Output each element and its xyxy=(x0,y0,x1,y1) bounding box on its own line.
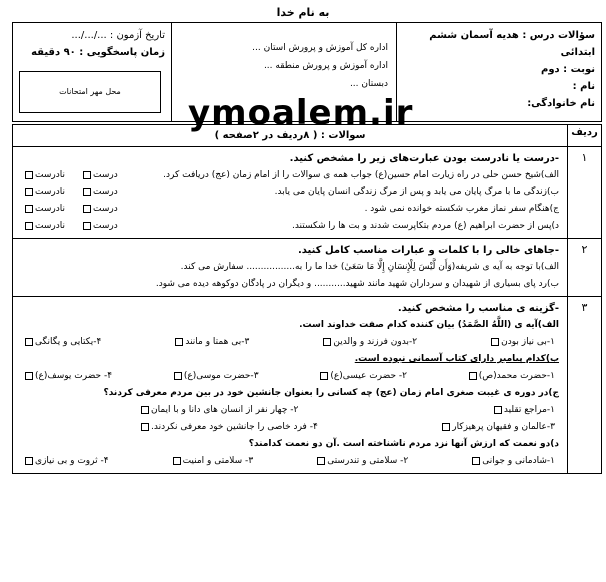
questions-header: سوالات : ( ۸ردیف در ۲صفحه ) xyxy=(214,130,366,141)
mc-option[interactable]: ۳- سلامتی و امنیت xyxy=(173,453,254,470)
checkbox-icon xyxy=(472,457,480,465)
mc-options xyxy=(21,453,559,470)
false-option[interactable]: نادرست xyxy=(25,184,65,201)
school-label: دبستان ... xyxy=(349,79,388,89)
checkbox-icon xyxy=(83,222,91,230)
radif-header: ردیف xyxy=(567,125,601,146)
exam-date: تاریخ آزمون : .../.../... xyxy=(71,30,165,41)
checkbox-icon xyxy=(83,171,91,179)
mc-option[interactable]: ۱-حضرت محمد(ص) xyxy=(469,368,555,385)
checkbox-icon xyxy=(83,188,91,196)
question-title: -درست یا نادرست بودن عبارت‌های زیر را مشخص کنید. xyxy=(289,153,559,164)
checkbox-icon xyxy=(141,406,149,414)
false-option[interactable]: نادرست xyxy=(25,201,65,218)
tf-item xyxy=(21,167,559,184)
checkbox-icon xyxy=(442,423,450,431)
checkbox-icon xyxy=(317,457,325,465)
turn-label: نوبت : دوم xyxy=(540,64,595,75)
tf-statement: الف)شیخ حسن حلی در راه زیارت امام حسین(ع) جواب همه ی سوالات را از امام زمان (عج) دریافت کرد. xyxy=(163,170,559,180)
mc-option[interactable]: ۳-عالمان و فقیهان پرهیزکار xyxy=(442,419,555,436)
family-label: نام خانوادگی: xyxy=(527,98,595,109)
checkbox-icon xyxy=(494,406,502,414)
checkbox-icon xyxy=(175,338,183,346)
mc-options xyxy=(21,419,559,436)
checkbox-icon xyxy=(25,372,33,380)
mc-options xyxy=(21,368,559,385)
false-option[interactable]: نادرست xyxy=(25,167,65,184)
true-option[interactable]: درست xyxy=(83,201,118,218)
checkbox-icon xyxy=(25,171,33,179)
mc-option[interactable]: ۱-شادمانی و جوانی xyxy=(472,453,555,470)
mc-options xyxy=(21,402,559,419)
checkbox-icon xyxy=(25,188,33,196)
checkbox-icon xyxy=(173,457,181,465)
checkbox-icon xyxy=(469,372,477,380)
mc-option[interactable]: ۱-بی نیاز بودن xyxy=(491,334,555,351)
questions-table xyxy=(12,124,602,474)
question-row-2 xyxy=(13,239,601,297)
mc-question: ج)در دوره ی غیبت صغری امام زمان (عج) چه کسانی را بعنوان جانشین خود در بین مردم معرفی کردند؟ xyxy=(103,388,559,398)
mc-option[interactable]: ۳-بی همتا و مانند xyxy=(175,334,249,351)
province-label: اداره کل آموزش و پرورش استان ... xyxy=(252,43,388,53)
mc-question: ب)کدام پیامبر دارای کتاب آسمانی نبوده است. xyxy=(354,354,559,364)
checkbox-icon xyxy=(25,222,33,230)
checkbox-icon xyxy=(323,338,331,346)
checkbox-icon xyxy=(83,205,91,213)
name-label: نام : xyxy=(572,81,595,92)
seal-box: محل مهر امتحانات xyxy=(19,71,161,113)
checkbox-icon xyxy=(320,372,328,380)
mc-option[interactable]: ۲- چهار نفر از انسان های دانا و با ایمان xyxy=(141,402,298,419)
checkbox-icon xyxy=(174,372,182,380)
checkbox-icon xyxy=(491,338,499,346)
true-option[interactable]: درست xyxy=(83,167,118,184)
region-label: اداره آموزش و پرورش منطقه ... xyxy=(263,61,388,71)
mc-option[interactable]: ۱-مراجع تقلید xyxy=(494,402,555,419)
question-row-1 xyxy=(13,147,601,239)
mc-option[interactable]: ۲- حضرت عیسی(ع) xyxy=(320,368,407,385)
tf-item xyxy=(21,218,559,235)
false-option[interactable]: نادرست xyxy=(25,218,65,235)
mc-option[interactable]: ۲-بدون فرزند و والدین xyxy=(323,334,417,351)
checkbox-icon xyxy=(141,423,149,431)
question-row-3 xyxy=(13,297,601,473)
header-exam-info xyxy=(11,23,171,121)
table-header-row xyxy=(13,125,601,147)
question-title: -جاهای خالی را با کلمات و عبارات مناسب کامل کنید. xyxy=(297,245,559,256)
fill-blank-item: ب)رد پای بسیاری از شهیدان و سرداران شهید مانند شهید........... و دیگران در پادگان دوکوهه دیده می شود. xyxy=(155,279,559,289)
question-number: ۲ xyxy=(567,239,601,296)
checkbox-icon xyxy=(25,457,33,465)
mc-option[interactable]: ۴- حضرت یوسف(ع) xyxy=(25,368,112,385)
mc-options xyxy=(21,334,559,351)
question-number: ۳ xyxy=(567,297,601,473)
true-option[interactable]: درست xyxy=(83,218,118,235)
mc-option[interactable]: ۴- فرد خاصی را جانشین خود معرفی نکردند. xyxy=(141,419,318,436)
header-student-info xyxy=(396,23,601,121)
true-option[interactable]: درست xyxy=(83,184,118,201)
question-title: -گزینه ی مناسب را مشخص کنید. xyxy=(397,303,559,314)
tf-item xyxy=(21,184,559,201)
top-title: به نام خدا xyxy=(276,6,330,19)
question-number: ۱ xyxy=(567,147,601,238)
mc-question: د)دو نعمت که ارزش آنها نزد مردم ناشناخته است .آن دو نعمت کدامند؟ xyxy=(248,439,559,449)
tf-statement: د)پس از حضرت ابراهیم (ع) مردم بتکاپرست شدند و بت ها را شکستند. xyxy=(291,221,559,231)
watermark: ymoalem.ir xyxy=(188,93,414,133)
fill-blank-item: الف)با توجه به آیه ی شریفه(وَأَن لَّيْسَ لِلْإِنسَانِ إِلَّا مَا سَعَىٰ) خدا ما را به................. سفارش می کند. xyxy=(180,262,559,272)
exam-duration: زمان پاسخگویی : ۹۰ دقیقه xyxy=(31,47,165,58)
subject-label: سؤالات درس : هدیه آسمان ششم ابتدائی xyxy=(429,30,595,58)
tf-statement: ب)زندگی ما با مرگ پایان می یابد و پس از مرگ زندگی انسان پایان می یابد. xyxy=(274,187,559,197)
checkbox-icon xyxy=(25,338,33,346)
mc-option[interactable]: ۴- ثروت و بی نیازی xyxy=(25,453,109,470)
mc-question: الف)آیه ی (اللَّهُ الصَّمَدُ) بیان کننده کدام صفت خداوند است. xyxy=(299,320,559,330)
tf-item xyxy=(21,201,559,218)
mc-option[interactable]: ۲- سلامتی و تندرستی xyxy=(317,453,408,470)
mc-option[interactable]: ۳-حضرت موسی(ع) xyxy=(174,368,259,385)
checkbox-icon xyxy=(25,205,33,213)
mc-option[interactable]: ۴-یکتایی و یگانگی xyxy=(25,334,101,351)
tf-statement: ج)هنگام سفر نماز مغرب شکسته خوانده نمی شود . xyxy=(364,204,559,214)
